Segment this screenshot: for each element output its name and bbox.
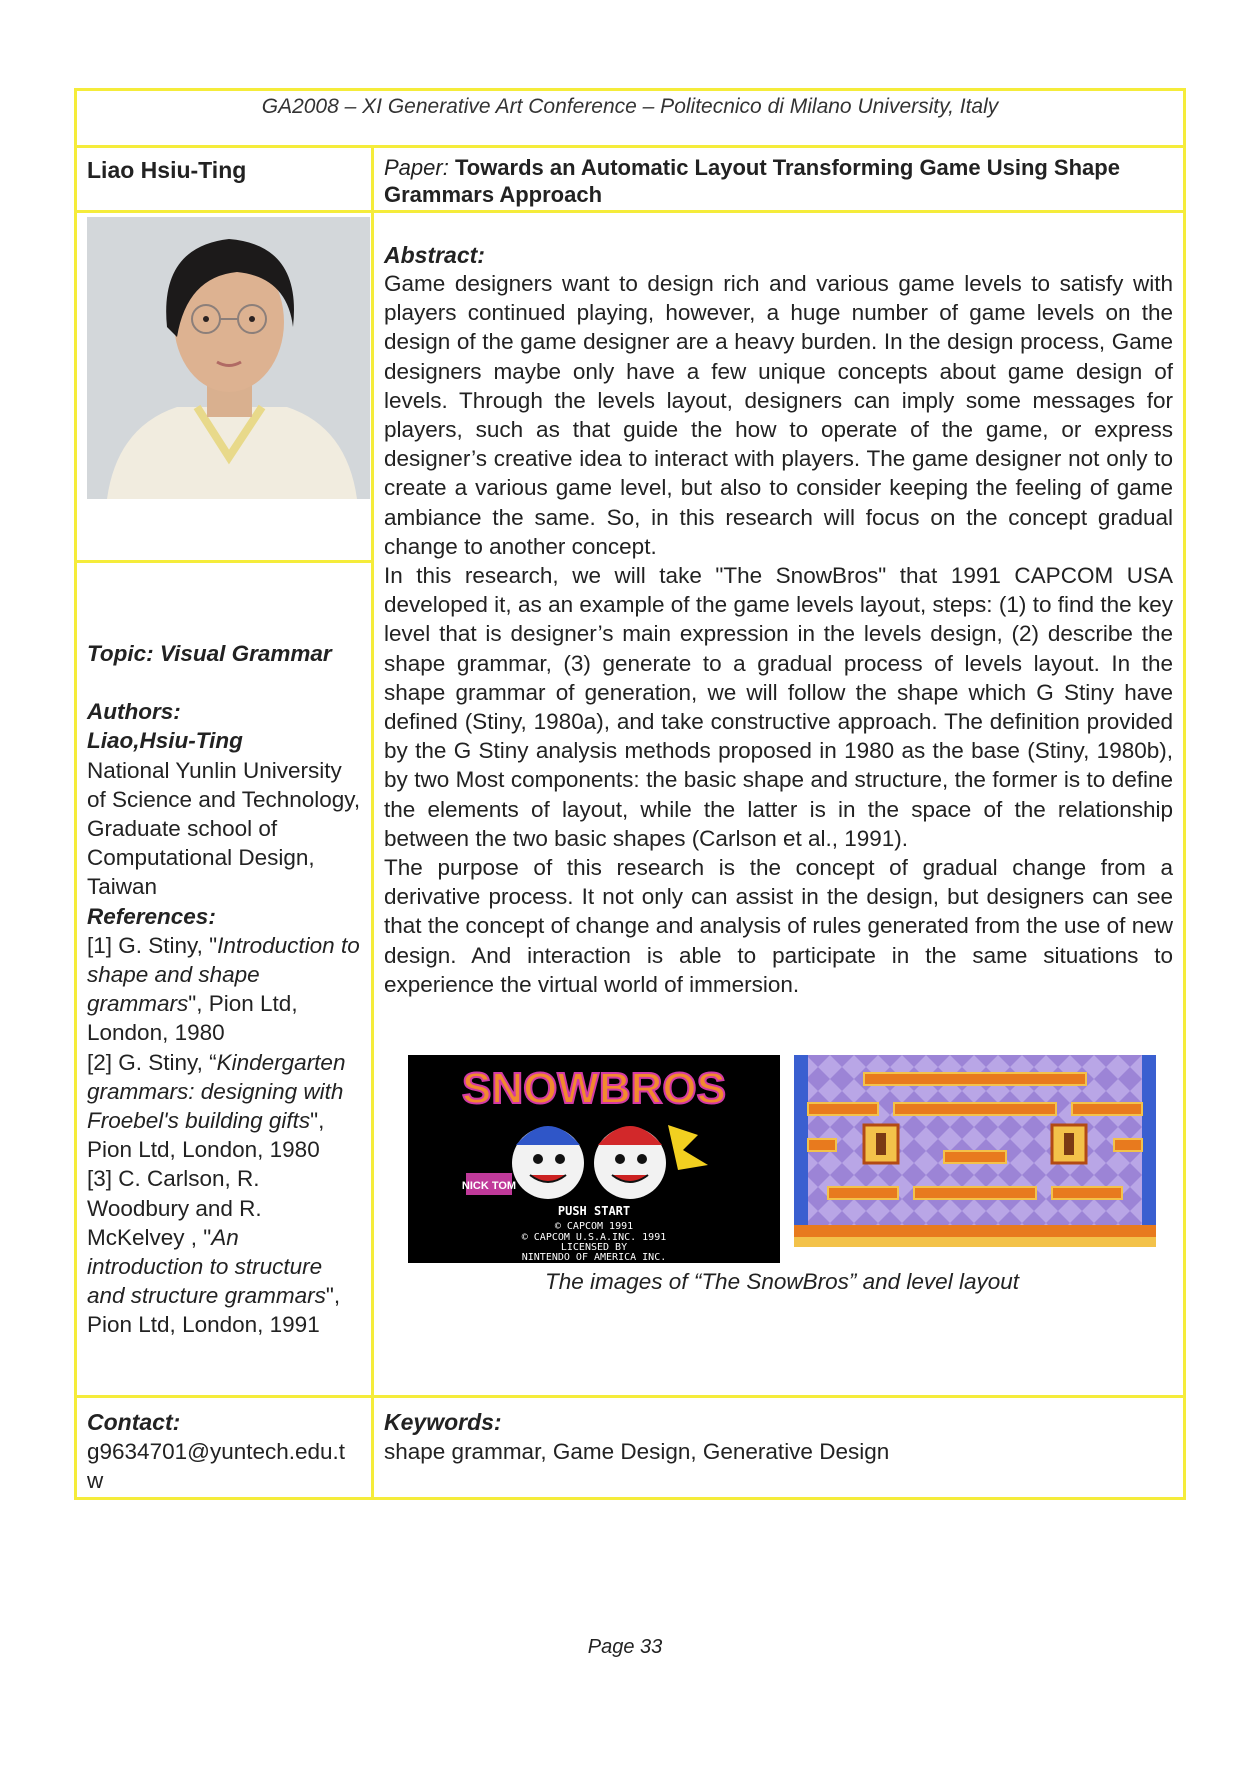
author-name: Liao Hsiu-Ting (77, 148, 374, 210)
author-photo (87, 217, 370, 499)
conference-header: GA2008 – XI Generative Art Conference – Politecnico di Milano University, Italy (261, 95, 999, 118)
references-label: References: (87, 903, 216, 929)
paper-title-text: Towards an Automatic Layout Transforming Game Using Shape Grammars Approach (384, 155, 1120, 207)
header-row (77, 91, 1183, 145)
contact-email: g9634701@yuntech.edu.tw (87, 1439, 346, 1494)
abstract-label: Abstract: (384, 242, 485, 268)
keywords-cell (374, 1398, 1183, 1497)
topic: Topic: Visual Grammar (87, 641, 332, 666)
snowbros-logo: SNOWBROS (462, 1064, 726, 1114)
author-portrait-icon (87, 217, 370, 499)
reference-1-pre: [1] G. Stiny, " (87, 932, 218, 958)
nintendo-line: NINTENDO OF AMERICA INC. (521, 1252, 667, 1264)
paper-title (374, 148, 1183, 210)
contact-label: Contact: (87, 1409, 181, 1436)
keywords-label: Keywords: (384, 1409, 502, 1436)
authors-affiliation: National Yunlin University of Science and Technology, Graduate school of Computational Design, Taiwan (87, 757, 361, 900)
author-info (77, 563, 371, 1348)
abstract-paragraph-3: The purpose of this research is the concept of gradual change from a derivative process. It not only can assist in the design, but designers can see that the concept of change and analysis of rules generated from the use of new design. And interaction is able to participate in the same situations to experience the virtual world of immersion. (384, 855, 1173, 997)
reference-1-post: ", Pion Ltd, London, 1980 (87, 991, 298, 1046)
reference-3-pre: [3] C. Carlson, R. Woodbury and R. McKelvey , " (87, 1166, 262, 1250)
abstract-paragraph-2: In this research, we will take "The SnowBros" that 1991 CAPCOM USA developed it, as an example of the game levels layout, steps: (1) to find the key level that is designer’s main expression in the levels design, (2) describe the shape grammar, (3) generate to a gradual process of levels layout. In the shape grammar of generation, we will follow the shape which G Stiny have defined (Stiny, 1980a), and take constructive approach. The definition provided by the G Stiny analysis methods proposed in 1980 as the base (Stiny, 1980b), by two Most components: the basic shape and structure, the former is to define the elements of layout, while the latter is in the space of the relationship between the two basic shapes (Carlson et al., 1991). (384, 563, 1173, 851)
content-row (77, 210, 1183, 1395)
right-column (374, 213, 1183, 1395)
nick-tom-badge: NICK TOM (461, 1180, 517, 1193)
reference-2-pre: [2] G. Stiny, “ (87, 1049, 217, 1075)
copyright-line-1: © CAPCOM 1991 (554, 1221, 634, 1233)
push-start-text: PUSH START (557, 1204, 631, 1219)
paper-sheet (74, 88, 1186, 1500)
title-row (77, 145, 1183, 210)
figure-caption: The images of “The SnowBros” and level layout (545, 1269, 1019, 1295)
authors-name: Liao,Hsiu-Ting (87, 728, 243, 754)
snowbros-level-layout-image (794, 1055, 1156, 1247)
reference-3 (87, 1164, 361, 1339)
reference-1 (87, 931, 361, 1048)
footer-row (77, 1395, 1183, 1497)
abstract-paragraph-1: Game designers want to design rich and various game levels to satisfy with players continued playing, however, a huge number of game levels on the design of the game designer are a heavy burden. In the design process, Game designers maybe only have a few unique concepts about game design of levels. Through the levels layout, designers can imply some messages for players, such as that guide the how to operate of the game, or express designer’s creative idea to interact with players. The game designer not only to create a various game level, but also to consider keeping the feeling of game ambiance the same. So, in this research will focus on the concept gradual change to another concept. (384, 271, 1173, 559)
keywords-text: shape grammar, Game Design, Generative Design (384, 1439, 890, 1465)
abstract-body (384, 269, 1173, 999)
reference-2 (87, 1048, 361, 1165)
licensed-line: LICENSED BY (560, 1242, 628, 1254)
snowbros-title-screen-image (408, 1055, 780, 1263)
contact-cell (77, 1398, 374, 1497)
authors-label: Authors: (87, 699, 181, 725)
reference-3-title: An introduction to structure and structure grammars (87, 1224, 326, 1309)
reference-2-title: Kindergarten grammars: designing with Froebel's building gifts (87, 1049, 346, 1134)
figure-images (408, 1055, 1173, 1263)
page-number: Page 33 (587, 1636, 663, 1658)
photo-cell (77, 217, 371, 563)
copyright-line-2: © CAPCOM U.S.A.INC. 1991 (521, 1232, 667, 1244)
reference-2-post: ", Pion Ltd, London, 1980 (87, 1108, 325, 1163)
reference-1-title: Introduction to shape and shape grammars (87, 932, 360, 1017)
paper-label: Paper: (384, 155, 449, 180)
reference-3-post: ", Pion Ltd, London, 1991 (87, 1283, 341, 1338)
left-column (77, 213, 374, 1395)
